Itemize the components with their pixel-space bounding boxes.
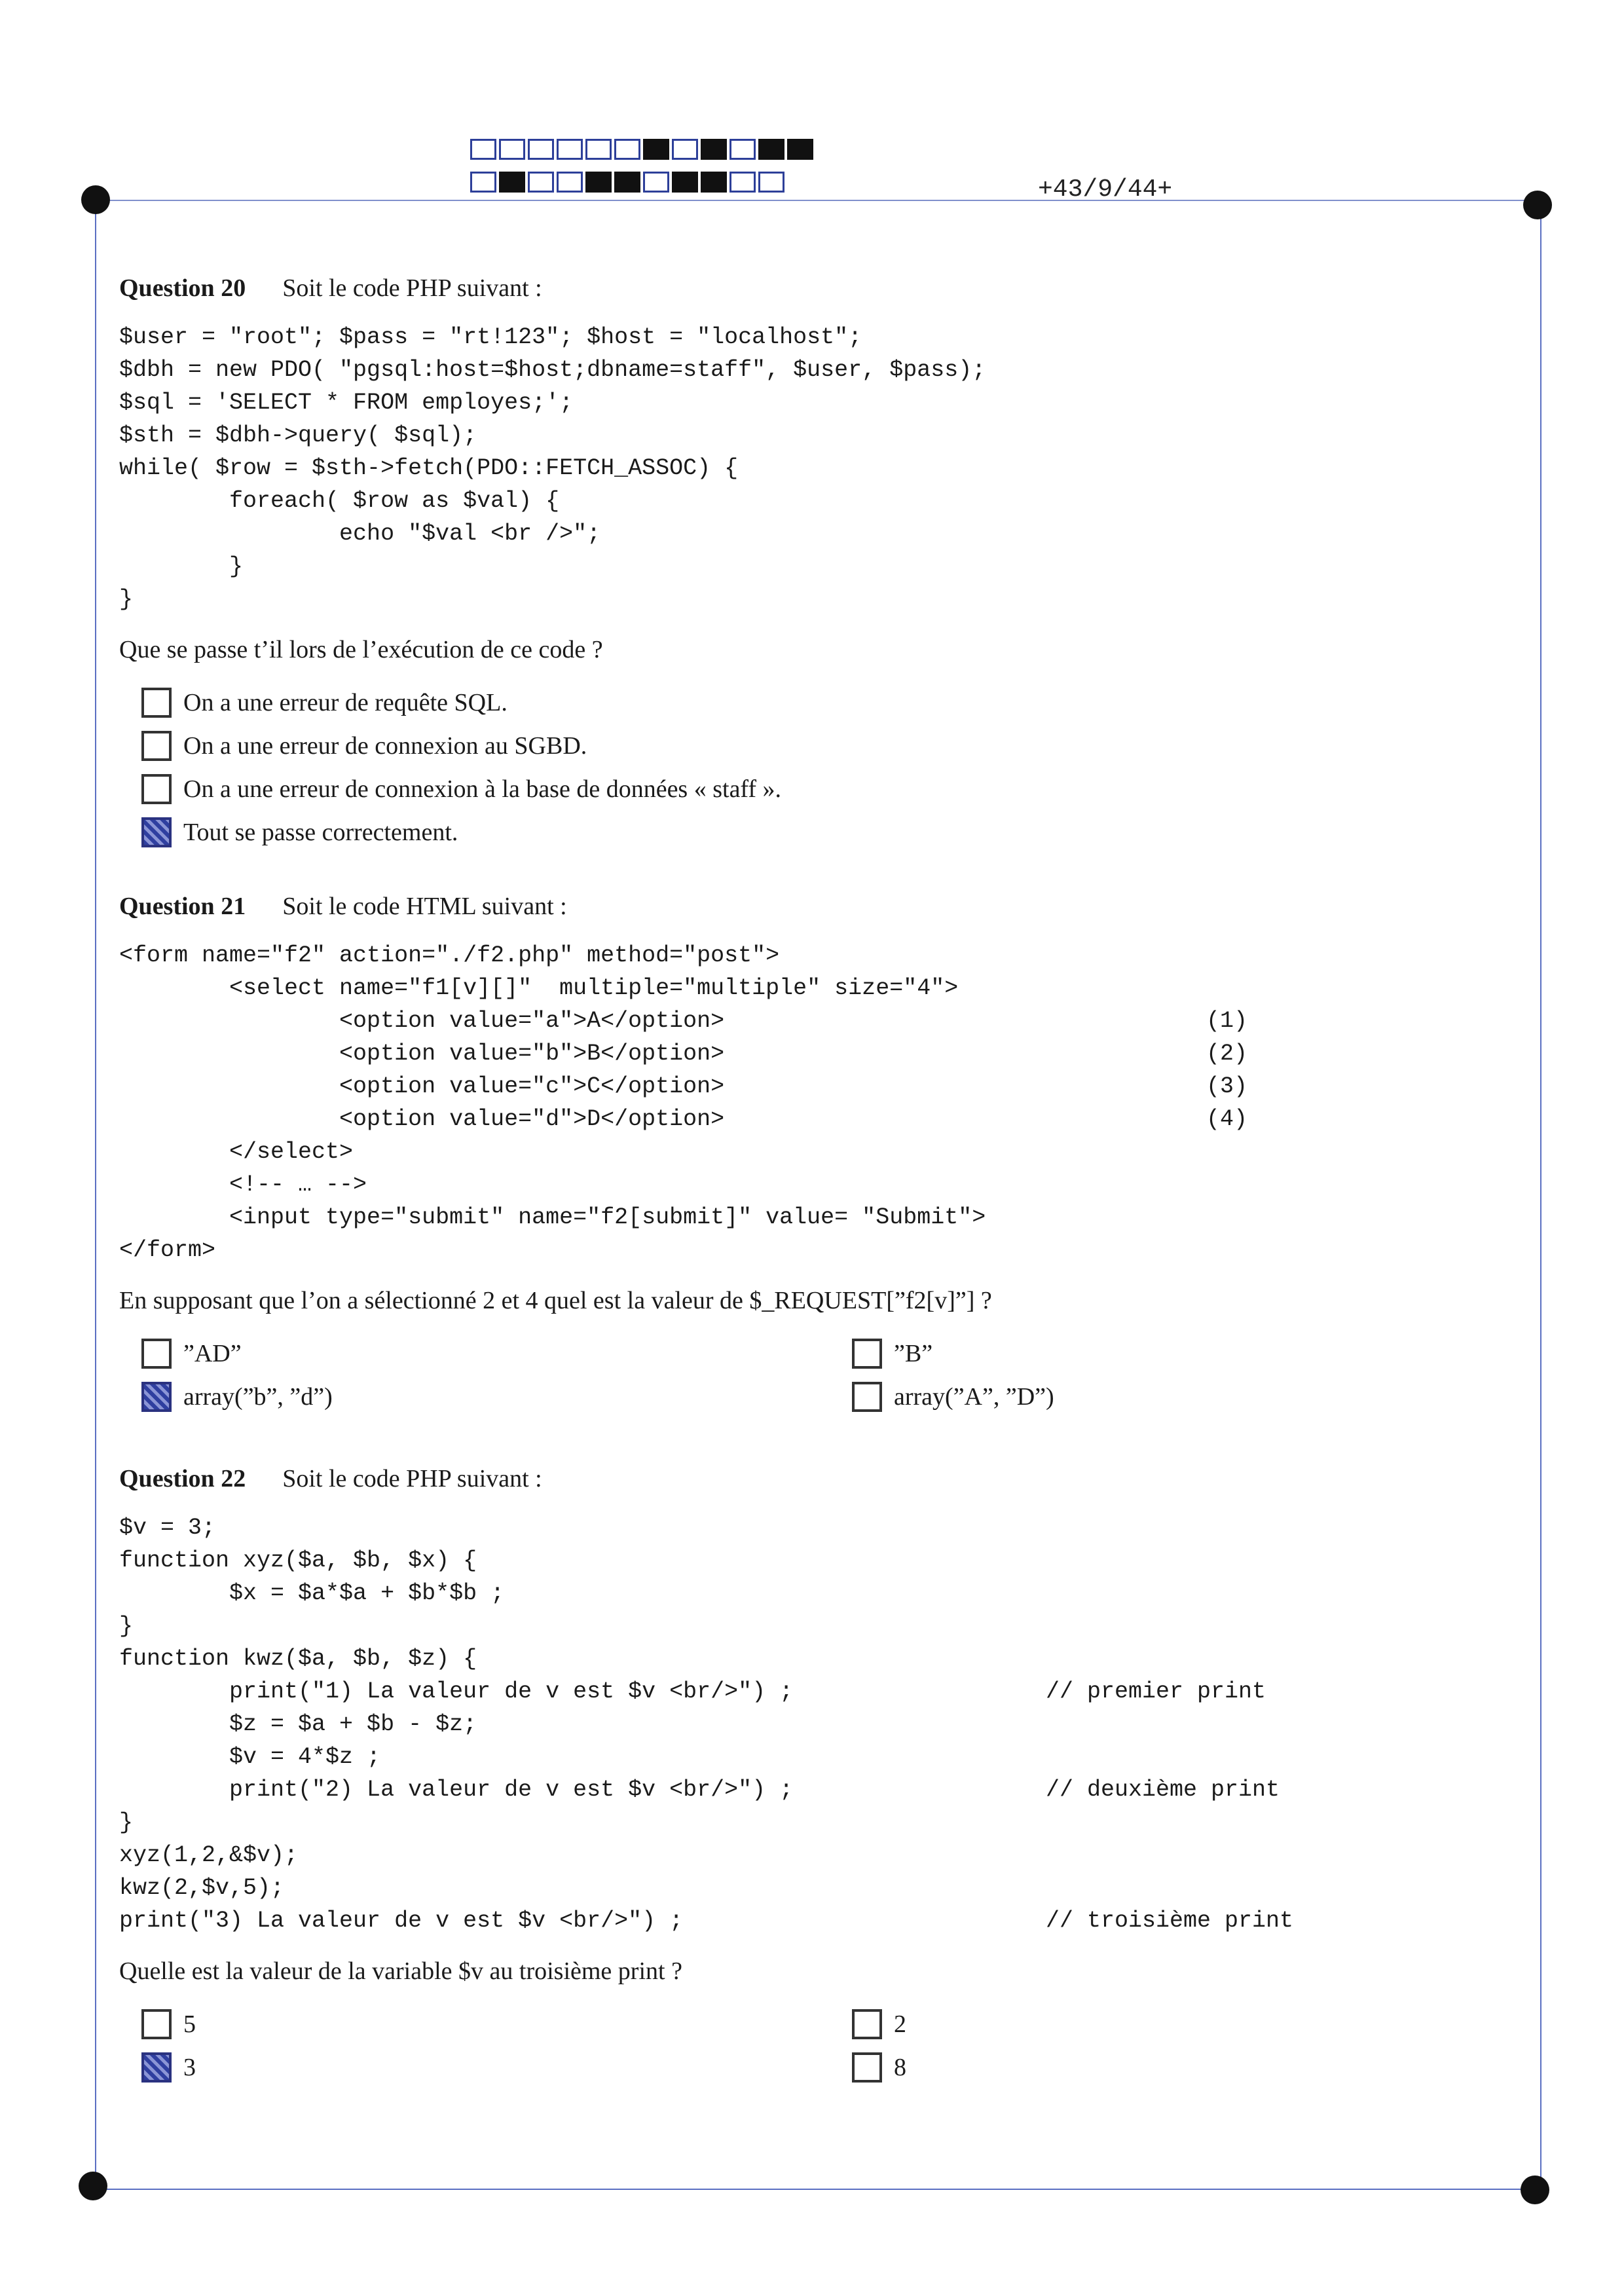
line-number: (2) <box>1206 1041 1248 1067</box>
code-line <box>119 1610 1462 1642</box>
code-line <box>119 1201 1462 1234</box>
answer-checkbox[interactable] <box>852 1382 882 1412</box>
code-line <box>119 517 1462 550</box>
question-intro: Soit le code HTML suivant : <box>282 893 567 920</box>
code-line <box>119 1642 1462 1675</box>
registration-mark-bottom-left <box>79 2172 107 2200</box>
code-text: <input type="submit" name="f2[submit]" value= "Submit"> <box>119 1204 986 1231</box>
question-number: Question 21 <box>119 893 246 920</box>
answer-label: Tout se passe correctement. <box>183 819 458 846</box>
barcode-cell <box>672 172 698 193</box>
question-20 <box>119 274 1462 854</box>
answer-label: On a une erreur de connexion à la base de données « staff ». <box>183 775 782 803</box>
code-text: <select name="f1[v][]" multiple="multiple" size="4"> <box>119 975 959 1001</box>
code-text: echo "$val <br />"; <box>119 521 601 547</box>
code-text: <option value="d">D</option> <box>119 1106 725 1132</box>
code-text: foreach( $row as $val) { <box>119 488 560 514</box>
barcode-cell <box>643 139 669 160</box>
code-text: $sql = 'SELECT * FROM employes;'; <box>119 390 574 416</box>
code-text: <option value="b">B</option> <box>119 1041 725 1067</box>
answer-checkbox[interactable] <box>852 2052 882 2083</box>
code-text: <!-- … --> <box>119 1172 367 1198</box>
answer-option[interactable] <box>830 1332 1485 1375</box>
code-line <box>119 452 1462 485</box>
code-line <box>119 1070 1462 1103</box>
answer-checkbox[interactable] <box>852 2009 882 2039</box>
barcode-cell <box>499 172 525 193</box>
code-text: $dbh = new PDO( "pgsql:host=$host;dbname=staff", $user, $pass); <box>119 357 986 383</box>
answer-option[interactable] <box>119 1332 830 1375</box>
page-id-barcode-top <box>470 139 816 160</box>
question-prompt: Que se passe t’il lors de l’exécution de ce code ? <box>119 636 603 663</box>
barcode-cell <box>585 139 612 160</box>
barcode-cell <box>499 139 525 160</box>
code-text: } <box>119 553 244 580</box>
barcode-cell <box>701 139 727 160</box>
answer-checkbox[interactable] <box>141 731 172 761</box>
answer-label: ”B” <box>894 1340 933 1367</box>
code-line <box>119 419 1462 452</box>
code-text: function xyz($a, $b, $x) { <box>119 1547 477 1574</box>
answer-checkbox[interactable] <box>852 1339 882 1369</box>
answer-label: array(”b”, ”d”) <box>183 1383 333 1411</box>
question-intro: Soit le code PHP suivant : <box>282 274 542 302</box>
barcode-cell <box>557 139 583 160</box>
code-line <box>119 1136 1462 1168</box>
page-header-code: +43/9/44+ <box>1038 176 1173 204</box>
code-text: $sth = $dbh->query( $sql); <box>119 422 477 449</box>
barcode-cell <box>672 139 698 160</box>
code-text: <option value="a">A</option> <box>119 1008 725 1034</box>
code-text: <option value="c">C</option> <box>119 1073 725 1100</box>
barcode-cell <box>729 172 756 193</box>
code-text: $v = 3; <box>119 1515 216 1541</box>
question-number: Question 20 <box>119 274 246 302</box>
code-comment: // troisième print <box>1046 1908 1294 1934</box>
barcode-cell <box>614 172 640 193</box>
answer-option[interactable] <box>119 768 1462 811</box>
answer-label: 5 <box>183 2010 196 2038</box>
code-line <box>119 1577 1462 1610</box>
code-line <box>119 321 1462 354</box>
barcode-cell <box>701 172 727 193</box>
barcode-cell <box>470 172 496 193</box>
answer-checkbox[interactable] <box>141 688 172 718</box>
question-22 <box>119 1464 1462 2089</box>
code-line <box>119 1005 1462 1037</box>
barcode-cell <box>643 172 669 193</box>
line-number: (4) <box>1206 1106 1248 1132</box>
code-line <box>119 550 1462 583</box>
answer-checkbox[interactable] <box>141 2009 172 2039</box>
line-number: (3) <box>1206 1073 1248 1100</box>
answer-label: 8 <box>894 2054 906 2081</box>
code-line <box>119 1544 1462 1577</box>
question-22-title <box>119 1464 1462 1493</box>
barcode-cell <box>758 139 784 160</box>
answer-label: On a une erreur de requête SQL. <box>183 689 507 716</box>
code-line <box>119 1806 1462 1839</box>
answer-option[interactable] <box>119 2046 830 2089</box>
answer-option[interactable] <box>830 2003 1485 2046</box>
answer-label: On a une erreur de connexion au SGBD. <box>183 732 587 760</box>
code-text: print("2) La valeur de v est $v <br/>") ; <box>119 1777 794 1803</box>
code-line <box>119 1103 1462 1136</box>
answer-option[interactable] <box>119 2003 830 2046</box>
answer-checkbox[interactable] <box>141 1339 172 1369</box>
code-line <box>119 939 1462 972</box>
answer-label: ”AD” <box>183 1340 242 1367</box>
code-text: $z = $a + $b - $z; <box>119 1711 477 1737</box>
code-line <box>119 1741 1462 1773</box>
answer-label: 2 <box>894 2010 906 2038</box>
answer-options <box>119 1332 1462 1418</box>
barcode-cell <box>614 139 640 160</box>
code-line <box>119 1872 1462 1904</box>
registration-mark-bottom-right <box>1521 2176 1549 2204</box>
code-text: print("3) La valeur de v est $v <br/>") ; <box>119 1908 684 1934</box>
code-line <box>119 1168 1462 1201</box>
page-id-barcode-bottom <box>470 172 787 193</box>
barcode-cell <box>528 139 554 160</box>
answer-option[interactable] <box>119 1375 830 1418</box>
barcode-cell <box>787 139 813 160</box>
code-line <box>119 972 1462 1005</box>
question-prompt: En supposant que l’on a sélectionné 2 et 4 quel est la valeur de $_REQUEST[”f2[v]”] ? <box>119 1287 992 1314</box>
answer-checkbox[interactable] <box>141 774 172 804</box>
code-line <box>119 1234 1462 1267</box>
code-line <box>119 386 1462 419</box>
code-text: xyz(1,2,&$v); <box>119 1842 299 1868</box>
code-comment: // deuxième print <box>1046 1777 1280 1803</box>
answer-option[interactable] <box>119 811 1462 854</box>
answer-label: array(”A”, ”D”) <box>894 1383 1054 1411</box>
barcode-cell <box>758 172 784 193</box>
line-number: (1) <box>1206 1008 1248 1034</box>
registration-mark-top-left <box>81 185 110 214</box>
php-code-block <box>119 1511 1462 1937</box>
code-line <box>119 485 1462 517</box>
registration-mark-top-right <box>1523 191 1552 219</box>
code-text: function kwz($a, $b, $z) { <box>119 1646 477 1672</box>
barcode-cell <box>557 172 583 193</box>
barcode-cell <box>585 172 612 193</box>
code-line <box>119 1708 1462 1741</box>
question-prompt: Quelle est la valeur de la variable $v au troisième print ? <box>119 1957 682 1985</box>
code-text: } <box>119 1809 134 1836</box>
code-text: <form name="f2" action="./f2.php" method="post"> <box>119 942 780 969</box>
answer-checkbox[interactable] <box>141 1382 172 1412</box>
code-comment: // premier print <box>1046 1678 1266 1705</box>
answer-options <box>119 2003 1462 2089</box>
question-21 <box>119 892 1462 1418</box>
question-20-title <box>119 274 1462 303</box>
code-line <box>119 1839 1462 1872</box>
code-line <box>119 1773 1462 1806</box>
answer-label: 3 <box>183 2054 196 2081</box>
answer-option[interactable] <box>119 724 1462 768</box>
code-text: } <box>119 586 134 612</box>
answer-checkbox[interactable] <box>141 2052 172 2083</box>
question-intro: Soit le code PHP suivant : <box>282 1465 542 1492</box>
answer-option[interactable] <box>830 1375 1485 1418</box>
code-line <box>119 583 1462 616</box>
answer-option[interactable] <box>830 2046 1485 2089</box>
question-21-title <box>119 892 1462 921</box>
code-text: $user = "root"; $pass = "rt!123"; $host = "localhost"; <box>119 324 862 350</box>
question-number: Question 22 <box>119 1465 246 1492</box>
code-text: $v = 4*$z ; <box>119 1744 381 1770</box>
barcode-cell <box>729 139 756 160</box>
code-line <box>119 354 1462 386</box>
code-line <box>119 1675 1462 1708</box>
answer-options <box>119 681 1462 854</box>
code-text: } <box>119 1613 134 1639</box>
code-line <box>119 1511 1462 1544</box>
html-code-block <box>119 939 1462 1267</box>
code-line <box>119 1904 1462 1937</box>
answer-checkbox[interactable] <box>141 817 172 847</box>
answer-option[interactable] <box>119 681 1462 724</box>
code-text: kwz(2,$v,5); <box>119 1875 285 1901</box>
code-text: while( $row = $sth->fetch(PDO::FETCH_ASSOC) { <box>119 455 739 481</box>
barcode-cell <box>528 172 554 193</box>
code-text: </select> <box>119 1139 354 1165</box>
php-code-block <box>119 321 1462 616</box>
barcode-cell <box>470 139 496 160</box>
code-text: print("1) La valeur de v est $v <br/>") ; <box>119 1678 794 1705</box>
code-text: </form> <box>119 1237 216 1263</box>
code-line <box>119 1037 1462 1070</box>
code-text: $x = $a*$a + $b*$b ; <box>119 1580 505 1606</box>
